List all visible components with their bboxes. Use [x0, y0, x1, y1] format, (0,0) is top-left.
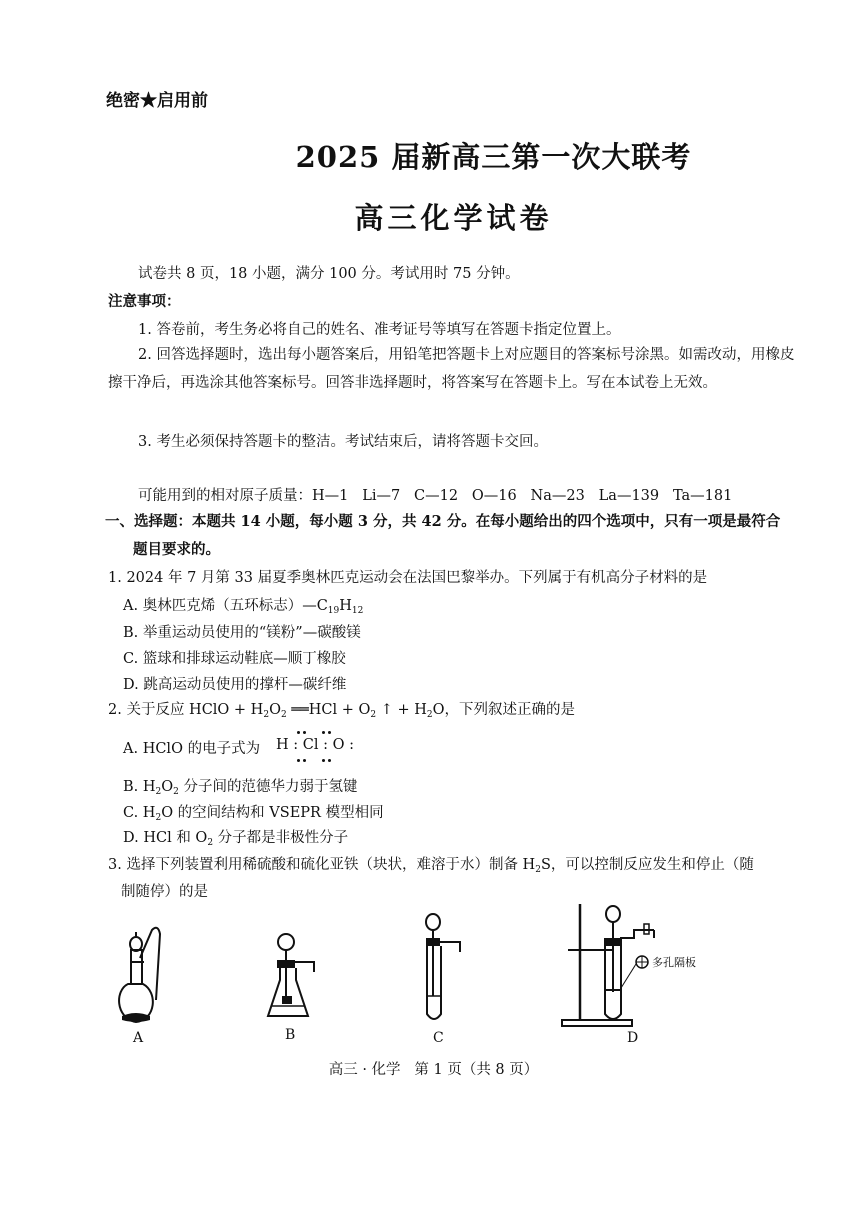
note-3: 3. 考生必须保持答题卡的整洁。考试结束后，请将答题卡交回。	[138, 434, 548, 450]
apparatus-label-d: D	[627, 1030, 639, 1046]
porous-plate-label: 多孔隔板	[652, 956, 696, 969]
q1-option-b: B. 举重运动员使用的“镁粉”—碳酸镁	[123, 625, 361, 641]
paper-title: 高三化学试卷	[354, 201, 553, 235]
confidential-label: 绝密★启用前	[106, 91, 208, 111]
hclo-lewis-structure	[276, 737, 354, 753]
q2-option-d: D. HCl 和 $O_2$ 分子都是非极性分子	[123, 830, 349, 848]
q1-stem: 1. 2024 年 7 月第 33 届夏季奥林匹克运动会在法国巴黎举办。下列属于有机高分子材料的是	[108, 570, 708, 586]
q1-option-a: A. 奥林匹克烯（五环标志）$—C_{19}H_{12}$	[123, 598, 364, 616]
q2-option-b: B. $H_2O_2$ 分子间的范德华力弱于氢键	[123, 779, 358, 797]
note-1: 1. 答卷前，考生务必将自己的姓名、准考证号等填写在答题卡指定位置上。	[138, 322, 621, 338]
q1-option-d: D. 跳高运动员使用的撑杆—碳纤维	[123, 677, 347, 693]
q2-option-c: C. $H_2O$ 的空间结构和 VSEPR 模型相同	[123, 805, 384, 823]
apparatus-c-test-tube	[418, 912, 468, 1027]
apparatus-b-conical-flask	[264, 932, 322, 1022]
atomic-masses: 可能用到的相对原子质量：H—1 Li—7 C—12 O—16 Na—23 La—139 Ta—181	[138, 488, 733, 504]
exam-summary: 试卷共 8 页，18 小题，满分 100 分。考试用时 75 分钟。	[138, 266, 520, 282]
q2-option-a: A. HClO 的电子式为	[123, 741, 261, 757]
q3-stem-line2: 制随停）的是	[121, 884, 208, 900]
note-2: 2. 回答选择题时，选出每小题答案后，用铅笔把答题卡上对应题目的答案标号涂黑。如需改动，用橡皮擦干净后，再选涂其他答案标号。回答非选择题时，将答案写在答题卡上。写在本试卷上无效。	[108, 347, 795, 391]
apparatus-a-flask	[110, 922, 170, 1032]
q2-stem: 2. 关于反应 HClO + $H_2O_2$ ══HCl + $O_2$ ↑ + $H_2O$，下列叙述正确的是	[108, 702, 576, 720]
q1-option-c: C. 篮球和排球运动鞋底—顺丁橡胶	[123, 651, 346, 667]
apparatus-label-a: A	[133, 1030, 144, 1046]
q3-stem-line1: 3. 选择下列装置利用稀硫酸和硫化亚铁（块状，难溶于水）制备 $H_2S$，可以控制反应发生和停止（随	[108, 857, 754, 875]
page-footer: 高三 · 化学 第 1 页（共 8 页）	[328, 1062, 539, 1078]
apparatus-label-c: C	[433, 1030, 444, 1046]
section1-heading-line2: 题目要求的。	[133, 541, 220, 558]
notes-heading: 注意事项：	[108, 293, 181, 310]
exam-title: 2025 届新高三第一次大联考	[295, 140, 692, 174]
section1-heading-line1: 一、选择题：本题共 14 小题，每小题 3 分，共 42 分。在每小题给出的四个选项中，只有一项是最符合	[105, 513, 781, 530]
lewis-text: H : Cl : O :	[276, 737, 354, 753]
apparatus-label-b: B	[285, 1027, 296, 1043]
